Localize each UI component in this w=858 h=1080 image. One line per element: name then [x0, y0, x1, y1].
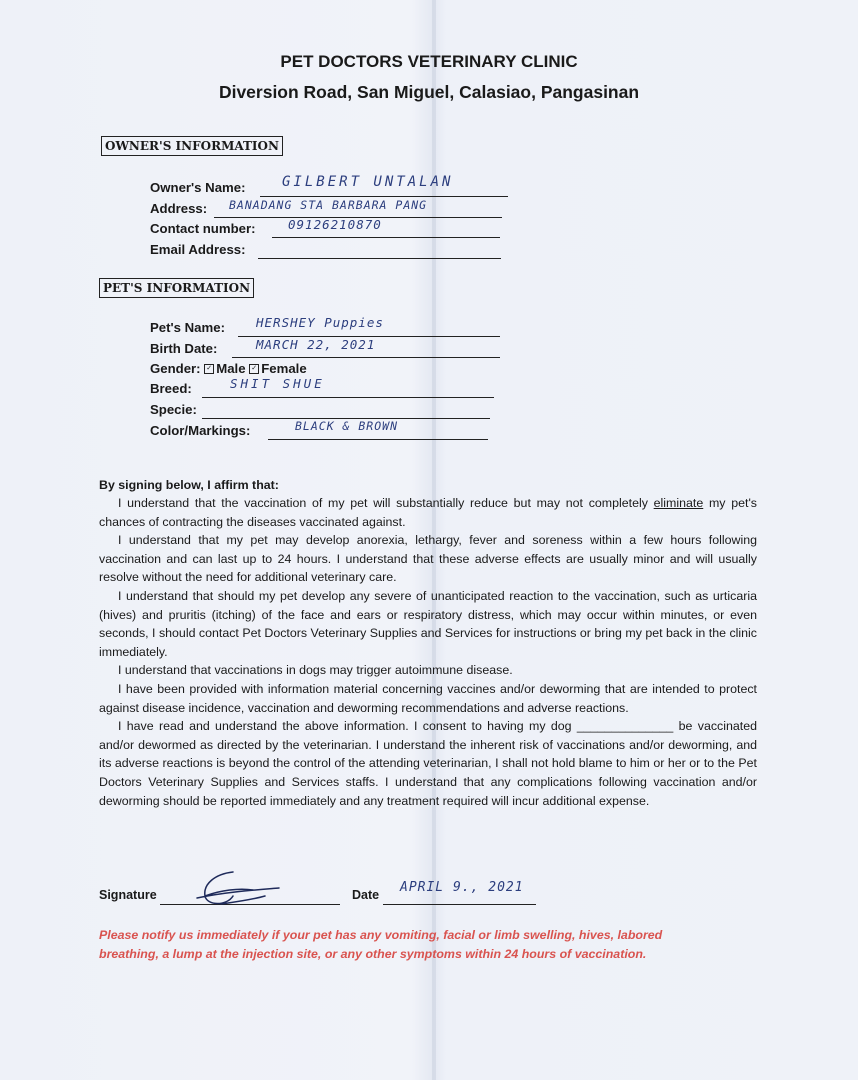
male-checkbox[interactable]: ✓	[204, 364, 214, 374]
female-option: Female	[261, 361, 307, 376]
date-label: Date	[352, 888, 380, 902]
owner-name-value: GILBERT UNTALAN	[282, 174, 454, 190]
specie-field[interactable]	[202, 402, 490, 419]
consent-paragraph-1: I understand that the vaccination of my pet will substantially reduce but may not completely eliminate my pet's chances of contracting the diseases vaccinated against.	[99, 496, 758, 529]
contact-value: 09126210870	[288, 217, 382, 232]
gender-row	[150, 361, 307, 376]
pet-name-label: Pet's Name:	[150, 320, 225, 335]
address-label: Address:	[150, 201, 208, 216]
contact-label: Contact number:	[150, 221, 256, 236]
male-option: Male	[216, 361, 246, 376]
color-markings-label: Color/Markings:	[150, 423, 251, 438]
consent-body	[99, 494, 757, 810]
date-value: APRIL 9., 2021	[400, 880, 524, 895]
pet-name-value: HERSHEY Puppies	[256, 315, 384, 330]
consent-heading: By signing below, I affirm that:	[99, 478, 279, 492]
birth-date-value: MARCH 22, 2021	[256, 337, 376, 352]
clinic-address: Diversion Road, San Miguel, Calasiao, Pangasinan	[218, 82, 640, 102]
specie-label: Specie:	[150, 402, 197, 417]
breed-value: SHIT SHUE	[230, 376, 325, 391]
breed-label: Breed:	[150, 381, 192, 396]
clinic-name: PET DOCTORS VETERINARY CLINIC	[280, 52, 578, 71]
signature-scribble	[175, 866, 295, 912]
consent-paragraph-3: I understand that should my pet develop any severe of unanticipated reaction to the vaccination, such as urticaria (hives) and pruritis (itching) of the face and ears or respiratory distress, which may occur within minutes, or even seconds, I should contact Pet Doctors Veterinary Supplies and Services for instructions or bring my pet back in the clinic immediately.	[99, 588, 757, 659]
post-vaccination-notice: Please notify us immediately if your pet has any vomiting, facial or limb swelling, hives, labored breathing, a lump at the injection site, or any other symptoms within 24 hours of vaccination.	[99, 928, 663, 961]
pet-section-heading: PET'S INFORMATION	[99, 278, 254, 298]
color-markings-value: BLACK & BROWN	[295, 419, 399, 433]
email-label: Email Address:	[150, 242, 246, 257]
gender-label: Gender:	[150, 361, 201, 376]
dog-name-blank[interactable]: ______________	[576, 719, 674, 734]
consent-paragraph-5: I have been provided with information material concerning vaccines and/or deworming that are intended to protect against disease incidence, vaccination and deworming recommendations and adverse reactions.	[99, 681, 757, 715]
owner-section-heading: OWNER'S INFORMATION	[101, 136, 283, 156]
consent-paragraph-2: I understand that my pet may develop anorexia, lethargy, fever and soreness within a few hours following vaccination and can last up to 24 hours. I understand that these adverse effects are usually minor and will usually resolve without the need for additional veterinary care.	[99, 533, 757, 585]
address-value: BANADANG STA BARBARA PANG	[229, 198, 428, 212]
signature-label: Signature	[99, 888, 157, 902]
owner-name-label: Owner's Name:	[150, 180, 246, 195]
consent-paragraph-6: I have read and understand the above information. I consent to having my dog ______________ be vaccinated and/or dewormed as directed by the veterinarian. I understand the inherent risk of vaccinations and/or deworming, and its adverse reactions is beyond the control of the attending veterinarian, I shall not hold blame to him or her or to the Pet Doctors Veterinary Supplies and Services staffs. I understand that any complications following vaccination and/or deworming should be reported immediately and any treatment required will incur additional expense.	[99, 719, 757, 808]
consent-paragraph-4: I understand that vaccinations in dogs may trigger autoimmune disease.	[118, 663, 513, 678]
birth-date-label: Birth Date:	[150, 341, 218, 356]
email-field[interactable]	[258, 242, 501, 259]
female-checkbox[interactable]: ✓	[249, 364, 259, 374]
